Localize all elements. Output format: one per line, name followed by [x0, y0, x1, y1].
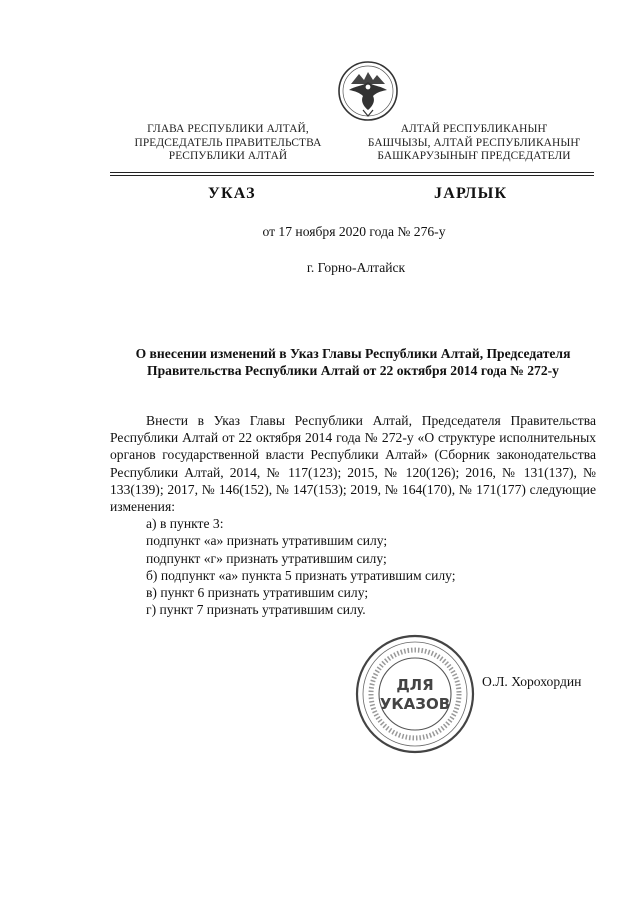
- decree-subject: [110, 345, 596, 379]
- decree-item: в) пункт 6 признать утратившим силу;: [146, 585, 369, 601]
- signatory-name: О.Л. Хорохордин: [482, 674, 582, 689]
- document-type-altai: JАРЛЫК: [434, 185, 508, 202]
- decree-item: б) подпункт «а» пункта 5 признать утратившим силу;: [146, 567, 456, 583]
- coat-of-arms-emblem: [333, 60, 403, 122]
- stamp-text-line2: УКАЗОВ: [379, 695, 451, 713]
- issuer-header-russian: [108, 123, 348, 164]
- issuer-header-altai: [354, 123, 594, 164]
- decree-subject-line: О внесении изменений в Указ Главы Республики Алтай, Председателя: [135, 346, 571, 361]
- decree-city: г. Горно-Алтайск: [306, 260, 406, 275]
- decree-item: а) в пункте 3:: [146, 516, 224, 532]
- issuer-header-line: АЛТАЙ РЕСПУБЛИКАНЫҤ: [400, 123, 548, 135]
- decree-item: подпункт «а» признать утратившим силу;: [146, 533, 388, 549]
- document-type-russian: УКАЗ: [208, 185, 256, 202]
- official-stamp: [354, 633, 476, 755]
- issuer-header-line: ПРЕДСЕДАТЕЛЬ ПРАВИТЕЛЬСТВА: [134, 136, 322, 149]
- decree-date-number: от 17 ноября 2020 года № 276-у: [262, 224, 446, 239]
- decree-body: [110, 412, 596, 618]
- decree-item: г) пункт 7 признать утратившим силу.: [146, 602, 366, 618]
- stamp-text-line1: ДЛЯ: [396, 676, 434, 694]
- issuer-header-line: БАШКАРУЗЫНЫҤ ПРЕДСЕДАТЕЛИ: [377, 150, 571, 163]
- issuer-header-line: ГЛАВА РЕСПУБЛИКИ АЛТАЙ,: [147, 123, 309, 135]
- decree-intro-paragraph: Внести в Указ Главы Республики Алтай, Председателя Правительства Республики Алтай от 22 октября 2014 года № 272-у «О структуре исполнительных органов государственной власти Республики Алтай» (Сборник законодательства Республики Алтай, 2014, № 117(123); 2015, № 120(126); 2016, № 131(137), № 133(139); 2017, № 146(152), № 147(153); 2019, № 164(170), № 171(177) следующие изменения:: [110, 413, 596, 515]
- header-divider: [110, 172, 594, 173]
- decree-item: подпункт «г» признать утратившим силу;: [146, 550, 387, 566]
- decree-subject-line: Правительства Республики Алтай от 22 октября 2014 года № 272-у: [147, 363, 559, 378]
- issuer-header-line: РЕСПУБЛИКИ АЛТАЙ: [168, 150, 288, 163]
- issuer-header-line: БАШЧЫЗЫ, АЛТАЙ РЕСПУБЛИКАНЫҤ: [367, 136, 581, 149]
- header-divider-thin: [110, 175, 594, 176]
